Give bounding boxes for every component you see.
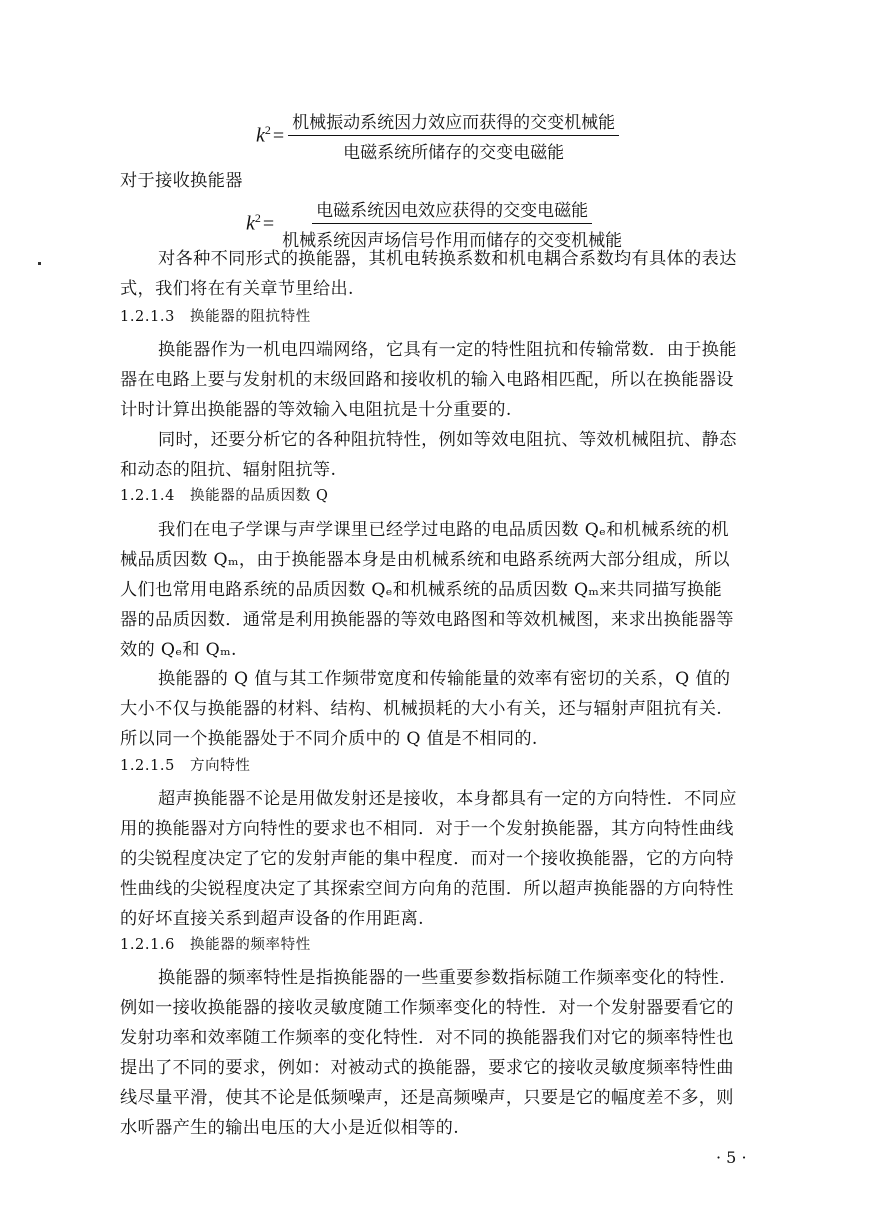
paragraph-line: 发射功率和效率随工作频率的变化特性．对不同的换能器我们对它的频率特性也	[120, 1028, 734, 1048]
equation-1-denominator: 电磁系统所储存的交变电磁能	[343, 143, 565, 163]
paragraph-line: 例如一接收换能器的接收灵敏度随工作频率变化的特性．对一个发射器要看它的	[120, 998, 734, 1018]
paragraph-line: 器在电路上要与发射机的末级回路和接收机的输入电路相匹配，所以在换能器设	[120, 370, 734, 390]
equation-2-lhs: $k^2$ =	[246, 211, 275, 235]
paragraph-line: 大小不仅与换能器的材料、结构、机械损耗的大小有关，还与辐射声阻抗有关.	[120, 699, 723, 719]
equation-1-lhs: $k^2$ =	[256, 123, 285, 147]
equation-1	[256, 108, 619, 163]
paragraph-line: 器的品质因数．通常是利用换能器的等效电路图和等效机械图，来求出换能器等	[120, 610, 734, 630]
paragraph-line: 同时，还要分析它的各种阻抗特性，例如等效电阻抗、等效机械阻抗、静态	[158, 430, 737, 450]
paragraph-line: 对各种不同形式的换能器，其机电转换系数和机电耦合系数均有具体的表达	[158, 249, 737, 269]
section-heading-1-2-1-5: 1.2.1.5 方向特性	[120, 758, 251, 774]
paragraph-line: 换能器作为一机电四端网络，它具有一定的特性阻抗和传输常数．由于换能	[158, 340, 737, 360]
paragraph-line: 人们也常用电路系统的品质因数 Qₑ和机械系统的品质因数 Qₘ来共同描写换能	[120, 580, 723, 600]
equation-2-numerator: 电磁系统因电效应获得的交变电磁能	[312, 196, 592, 224]
paragraph-line: 超声换能器不论是用做发射还是接收，本身都具有一定的方向特性．不同应	[158, 789, 737, 809]
equation-2-fraction	[278, 196, 626, 251]
equation-2-denominator: 机械系统因声场信号作用而储存的交变机械能	[282, 231, 623, 251]
paragraph-line: 械品质因数 Qₘ，由于换能器本身是由机械系统和电路系统两大部分组成，所以	[120, 550, 730, 570]
paragraph-line: 水听器产生的输出电压的大小是近似相等的.	[120, 1118, 460, 1138]
paragraph-line: 和动态的阻抗、辐射阻抗等.	[120, 460, 337, 480]
paragraph-line: 计时计算出换能器的等效输入电阻抗是十分重要的.	[120, 400, 512, 420]
paragraph-line: 所以同一个换能器处于不同介质中的 Q 值是不相同的.	[120, 729, 538, 749]
section-heading-1-2-1-6: 1.2.1.6 换能器的频率特性	[120, 937, 311, 953]
receiver-label: 对于接收换能器	[120, 171, 243, 191]
paragraph-line: 我们在电子学课与声学课里已经学过电路的电品质因数 Qₑ和机械系统的机	[158, 520, 729, 540]
paragraph-line: 式，我们将在有关章节里给出.	[120, 279, 354, 299]
paragraph-line: 性曲线的尖锐程度决定了其探索空间方向角的范围．所以超声换能器的方向特性	[120, 879, 734, 899]
paragraph-line: 效的 Qₑ和 Qₘ.	[120, 640, 237, 660]
paragraph-line: 的好坏直接关系到超声设备的作用距离.	[120, 909, 424, 929]
paragraph-line: 换能器的 Q 值与其工作频带宽度和传输能量的效率有密切的关系，Q 值的	[158, 669, 731, 689]
paragraph-line: 提出了不同的要求，例如：对被动式的换能器，要求它的接收灵敏度频率特性曲	[120, 1058, 734, 1078]
equation-2	[246, 196, 626, 251]
section-heading-1-2-1-4: 1.2.1.4 换能器的品质因数 Q	[120, 488, 329, 504]
margin-dot	[38, 262, 41, 265]
section-heading-1-2-1-3: 1.2.1.3 换能器的阻抗特性	[120, 309, 311, 325]
equation-1-numerator: 机械振动系统因力效应而获得的交变机械能	[288, 108, 619, 136]
paragraph-line: 线尽量平滑，使其不论是低频噪声，还是高频噪声，只要是它的幅度差不多，则	[120, 1088, 734, 1108]
paragraph-line: 换能器的频率特性是指换能器的一些重要参数指标随工作频率变化的特性.	[158, 968, 726, 988]
page-number: · 5 ·	[716, 1148, 747, 1167]
equation-1-fraction	[288, 108, 619, 163]
paragraph-line: 的尖锐程度决定了它的发射声能的集中程度．而对一个接收换能器，它的方向特	[120, 849, 734, 869]
paragraph-line: 用的换能器对方向特性的要求也不相同．对于一个发射换能器，其方向特性曲线	[120, 819, 734, 839]
